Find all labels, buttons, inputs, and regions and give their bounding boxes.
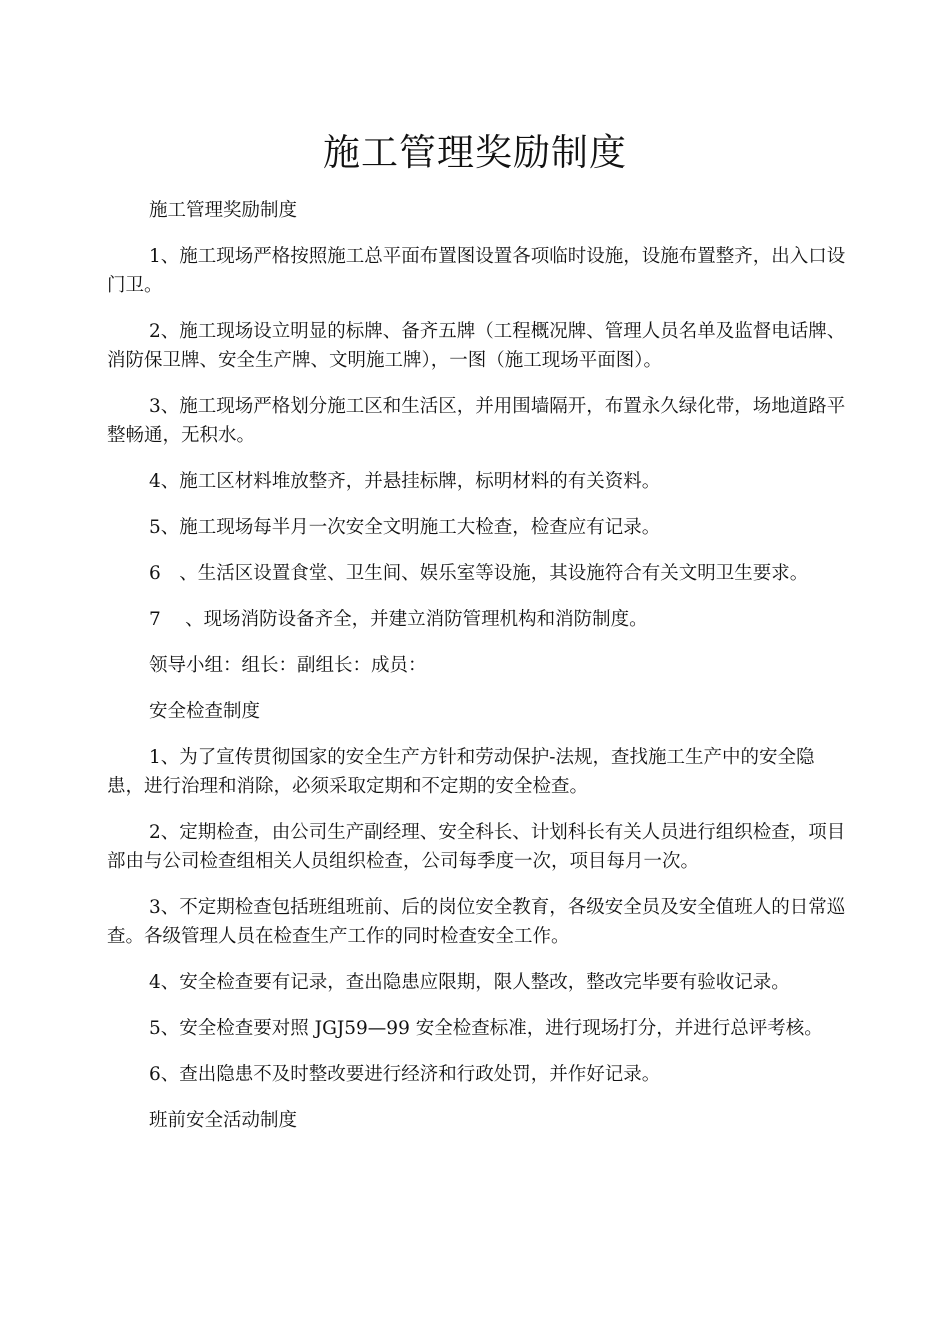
paragraph: 5、施工现场每半月一次安全文明施工大检查，检查应有记录。 xyxy=(149,517,661,538)
paragraph: 1、为了宣传贯彻国家的安全生产方针和劳动保护-法规，查找施工生产中的安全隐患，进行治理和消除，必须采取定期和不定期的安全检查。 xyxy=(107,747,815,797)
paragraph: 6、查出隐患不及时整改要进行经济和行政处罚，并作好记录。 xyxy=(149,1064,661,1085)
paragraph: 2、施工现场设立明显的标牌、备齐五牌（工程概况牌、管理人员名单及监督电话牌、消防保卫牌、安全生产牌、文明施工牌），一图（施工现场平面图）。 xyxy=(107,321,846,371)
section-heading: 施工管理奖励制度 xyxy=(149,200,298,221)
paragraph: 4、安全检查要有记录，查出隐患应限期，限人整改，整改完毕要有验收记录。 xyxy=(149,972,790,993)
paragraph: 5、安全检查要对照 JGJ59—99 安全检查标准，进行现场打分，并进行总评考核。 xyxy=(149,1018,823,1039)
paragraph: 4、施工区材料堆放整齐，并悬挂标牌，标明材料的有关资料。 xyxy=(149,471,661,492)
paragraph: 1、施工现场严格按照施工总平面布置图设置各项临时设施，设施布置整齐，出入口设门卫。 xyxy=(107,246,846,296)
section-heading: 安全检查制度 xyxy=(149,701,261,722)
paragraph: 领导小组：组长：副组长：成员： xyxy=(149,655,427,676)
document-title: 施工管理奖励制度 xyxy=(323,130,627,174)
paragraph: 7 、现场消防设备齐全，并建立消防管理机构和消防制度。 xyxy=(149,609,648,630)
paragraph: 3、不定期检查包括班组班前、后的岗位安全教育，各级安全员及安全值班人的日常巡查。各级管理人员在检查生产工作的同时检查安全工作。 xyxy=(107,897,846,947)
paragraph: 6 、生活区设置食堂、卫生间、娱乐室等设施，其设施符合有关文明卫生要求。 xyxy=(149,563,809,584)
paragraph: 3、施工现场严格划分施工区和生活区，并用围墙隔开，布置永久绿化带，场地道路平整畅通，无积水。 xyxy=(107,396,846,446)
document-body xyxy=(107,196,847,1152)
paragraph: 2、定期检查，由公司生产副经理、安全科长、计划科长有关人员进行组织检查，项目部由与公司检查组相关人员组织检查，公司每季度一次，项目每月一次。 xyxy=(107,822,846,872)
section-heading: 班前安全活动制度 xyxy=(149,1110,298,1131)
